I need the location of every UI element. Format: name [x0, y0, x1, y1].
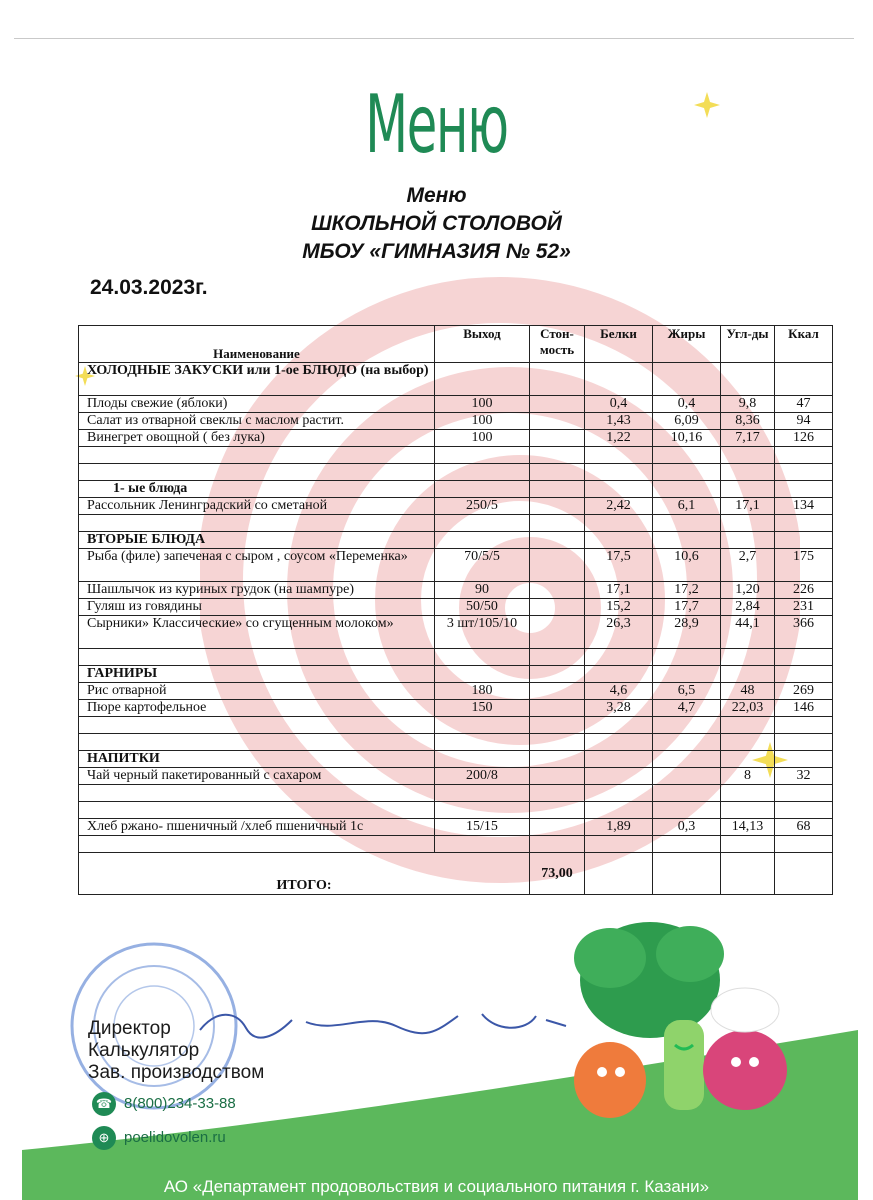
cell-kcal [775, 649, 833, 666]
cell-output: 100 [435, 413, 530, 430]
cell-name: Шашлычок из куриных грудок (на шампуре) [79, 582, 435, 599]
cell-fat: 6,09 [653, 413, 721, 430]
table-row [79, 683, 833, 700]
cell-fat [653, 802, 721, 819]
cell-name: Чай черный пакетированный с сахаром [79, 768, 435, 785]
cell-output: 200/8 [435, 768, 530, 785]
cell-protein [585, 515, 653, 532]
header-line-2: ШКОЛЬНОЙ СТОЛОВОЙ [311, 212, 562, 235]
cell-cost [530, 532, 585, 549]
table-row [79, 768, 833, 785]
cell-cost [530, 751, 585, 768]
cell-output: 50/50 [435, 599, 530, 616]
cell-kcal [775, 836, 833, 853]
cell-kcal [775, 464, 833, 481]
table-row [79, 649, 833, 666]
cell-cost [530, 836, 585, 853]
cell-name [79, 515, 435, 532]
cell-carbs [721, 785, 775, 802]
table-row [79, 549, 833, 582]
cell-protein: 4,6 [585, 683, 653, 700]
table-row [79, 582, 833, 599]
cell-cost [530, 396, 585, 413]
table-row [79, 599, 833, 616]
cell-protein: 3,28 [585, 700, 653, 717]
cell-cost [530, 819, 585, 836]
cell-protein [585, 768, 653, 785]
cell-output: 15/15 [435, 819, 530, 836]
cell-kcal: 68 [775, 819, 833, 836]
cell-cost [530, 464, 585, 481]
table-row [79, 666, 833, 683]
cell-cost [530, 649, 585, 666]
cell-carbs [721, 532, 775, 549]
cell-protein: 15,2 [585, 599, 653, 616]
table-row [79, 363, 833, 396]
table-row [79, 430, 833, 447]
total-cost: 73,00 [530, 853, 585, 895]
cell-kcal: 366 [775, 616, 833, 649]
cell-protein [585, 802, 653, 819]
cell-carbs [721, 649, 775, 666]
cell-fat: 0,3 [653, 819, 721, 836]
cell-fat [653, 734, 721, 751]
table-row [79, 734, 833, 751]
total-label: ИТОГО: [79, 853, 530, 895]
cell-protein [585, 532, 653, 549]
cell-fat [653, 447, 721, 464]
cell-name [79, 734, 435, 751]
cell-cost [530, 734, 585, 751]
cell-kcal: 146 [775, 700, 833, 717]
cell-carbs [721, 515, 775, 532]
cell-output [435, 532, 530, 549]
cell-cost [530, 666, 585, 683]
cell-cost [530, 599, 585, 616]
cell-name: Хлеб ржано- пшеничный /хлеб пшеничный 1с [79, 819, 435, 836]
signature-director: Директор [88, 1018, 171, 1039]
cell-cost [530, 413, 585, 430]
cell-output [435, 464, 530, 481]
cell-fat: 6,5 [653, 683, 721, 700]
contact-phone[interactable] [92, 1092, 236, 1116]
cell-name: ГАРНИРЫ [79, 666, 435, 683]
cell-kcal: 231 [775, 599, 833, 616]
header-protein: Белки [585, 326, 653, 363]
header-carbs: Угл-ды [721, 326, 775, 363]
cell-protein: 1,89 [585, 819, 653, 836]
cell-carbs: 2,7 [721, 549, 775, 582]
cell-protein [585, 481, 653, 498]
cell-fat [653, 666, 721, 683]
cell-name [79, 649, 435, 666]
cell-fat [653, 717, 721, 734]
table-row [79, 413, 833, 430]
cell-carbs: 48 [721, 683, 775, 700]
cell-cost [530, 430, 585, 447]
table-row [79, 819, 833, 836]
table-row [79, 515, 833, 532]
cell-protein: 1,22 [585, 430, 653, 447]
footer-organization: АО «Департамент продовольствия и социального питания г. Казани» [163, 1177, 710, 1196]
cell-name: Пюре картофельное [79, 700, 435, 717]
table-row [79, 396, 833, 413]
cell-fat [653, 785, 721, 802]
cell-fat [653, 836, 721, 853]
cell-fat: 4,7 [653, 700, 721, 717]
cell-kcal [775, 515, 833, 532]
menu-date: 24.03.2023г. [90, 276, 208, 299]
cell-output: 90 [435, 582, 530, 599]
cell-name [79, 717, 435, 734]
cell-fat: 0,4 [653, 396, 721, 413]
cell-kcal [775, 481, 833, 498]
cell-kcal [775, 532, 833, 549]
cell-kcal [775, 363, 833, 396]
table-row [79, 751, 833, 768]
cell-kcal [775, 717, 833, 734]
cell-protein: 0,4 [585, 396, 653, 413]
cell-cost [530, 717, 585, 734]
menu-table-body [79, 363, 833, 853]
cell-carbs: 7,17 [721, 430, 775, 447]
cell-cost [530, 700, 585, 717]
table-row [79, 700, 833, 717]
cell-output [435, 802, 530, 819]
table-header-row [79, 326, 833, 363]
cell-kcal [775, 447, 833, 464]
cell-carbs: 8 [721, 768, 775, 785]
cell-cost [530, 481, 585, 498]
menu-table [78, 325, 833, 895]
cell-carbs: 14,13 [721, 819, 775, 836]
cell-protein [585, 363, 653, 396]
cell-cost [530, 549, 585, 582]
cell-kcal [775, 734, 833, 751]
cell-protein [585, 649, 653, 666]
table-row [79, 802, 833, 819]
cell-output [435, 666, 530, 683]
cell-protein [585, 666, 653, 683]
total-empty [585, 853, 653, 895]
cell-output [435, 515, 530, 532]
phone-text: 8(800)234-33-88 [124, 1094, 236, 1112]
cell-fat [653, 481, 721, 498]
cell-kcal: 94 [775, 413, 833, 430]
cell-carbs [721, 363, 775, 396]
cell-carbs: 8,36 [721, 413, 775, 430]
cell-name [79, 464, 435, 481]
cell-fat: 10,16 [653, 430, 721, 447]
cell-protein: 26,3 [585, 616, 653, 649]
cell-protein [585, 785, 653, 802]
cell-protein: 1,43 [585, 413, 653, 430]
cell-fat [653, 515, 721, 532]
phone-icon: ☎ [92, 1092, 116, 1116]
handwritten-signature [196, 1002, 576, 1046]
cell-carbs [721, 447, 775, 464]
total-empty [653, 853, 721, 895]
total-empty [721, 853, 775, 895]
cell-protein: 2,42 [585, 498, 653, 515]
cell-name: Плоды свежие (яблоки) [79, 396, 435, 413]
menu-logo-title: Меню [365, 78, 508, 171]
cell-cost [530, 683, 585, 700]
site-text: poelidovolen.ru [124, 1128, 226, 1146]
cell-carbs [721, 666, 775, 683]
cell-fat: 10,6 [653, 549, 721, 582]
cell-output: 150 [435, 700, 530, 717]
cell-protein: 17,1 [585, 582, 653, 599]
cell-output: 250/5 [435, 498, 530, 515]
cell-cost [530, 768, 585, 785]
cell-name [79, 785, 435, 802]
cell-name: Рассольник Ленинградский со сметаной [79, 498, 435, 515]
vegetable-mascots-illustration [540, 910, 840, 1160]
cell-fat [653, 532, 721, 549]
cell-fat: 28,9 [653, 616, 721, 649]
cell-name: Рис отварной [79, 683, 435, 700]
header-output: Выход [435, 326, 530, 363]
cell-protein: 17,5 [585, 549, 653, 582]
cell-carbs [721, 734, 775, 751]
cell-fat [653, 768, 721, 785]
cell-cost [530, 498, 585, 515]
cell-fat: 17,7 [653, 599, 721, 616]
cell-protein [585, 751, 653, 768]
cell-carbs: 2,84 [721, 599, 775, 616]
cell-cost [530, 363, 585, 396]
cell-cost [530, 447, 585, 464]
cell-fat [653, 464, 721, 481]
cell-carbs [721, 751, 775, 768]
cell-output [435, 785, 530, 802]
cell-output: 100 [435, 430, 530, 447]
cell-kcal [775, 785, 833, 802]
cell-kcal: 32 [775, 768, 833, 785]
cell-name: Винегрет овощной ( без лука) [79, 430, 435, 447]
cell-carbs [721, 464, 775, 481]
cell-kcal [775, 666, 833, 683]
cell-output [435, 363, 530, 396]
cell-kcal [775, 802, 833, 819]
cell-carbs [721, 481, 775, 498]
header-cost: Стон-мость [530, 326, 585, 363]
cell-name [79, 802, 435, 819]
cell-kcal: 126 [775, 430, 833, 447]
table-row [79, 717, 833, 734]
cell-carbs [721, 802, 775, 819]
header-kcal: Ккал [775, 326, 833, 363]
table-row [79, 616, 833, 649]
cell-cost [530, 785, 585, 802]
cell-carbs: 17,1 [721, 498, 775, 515]
cell-name: ХОЛОДНЫЕ ЗАКУСКИ или 1-ое БЛЮДО (на выбор) [79, 363, 435, 396]
cell-name [79, 836, 435, 853]
cell-carbs [721, 836, 775, 853]
cell-carbs: 1,20 [721, 582, 775, 599]
cell-output: 100 [435, 396, 530, 413]
header-line-1: Меню [406, 184, 467, 207]
globe-icon: ⊕ [92, 1126, 116, 1150]
cell-fat [653, 363, 721, 396]
table-row [79, 532, 833, 549]
cell-output [435, 751, 530, 768]
contact-site[interactable] [92, 1126, 226, 1150]
cell-output [435, 649, 530, 666]
table-row [79, 836, 833, 853]
cell-kcal [775, 751, 833, 768]
cell-output [435, 717, 530, 734]
cell-name: НАПИТКИ [79, 751, 435, 768]
cell-cost [530, 515, 585, 532]
cell-cost [530, 802, 585, 819]
header-name: Наименование [79, 326, 435, 363]
cell-name: Рыба (филе) запеченая с сыром , соусом «Переменка» [79, 549, 435, 582]
cell-output: 180 [435, 683, 530, 700]
top-rule [14, 38, 854, 39]
total-row [79, 853, 833, 895]
table-row [79, 498, 833, 515]
cell-name: ВТОРЫЕ БЛЮДА [79, 532, 435, 549]
cell-carbs [721, 717, 775, 734]
cell-protein [585, 836, 653, 853]
total-empty [775, 853, 833, 895]
table-row [79, 447, 833, 464]
cell-cost [530, 616, 585, 649]
header-fat: Жиры [653, 326, 721, 363]
cell-name: Салат из отварной свеклы с маслом растит. [79, 413, 435, 430]
table-row [79, 464, 833, 481]
cell-protein [585, 464, 653, 481]
cell-kcal: 269 [775, 683, 833, 700]
cell-name: Гуляш из говядины [79, 599, 435, 616]
cell-carbs: 44,1 [721, 616, 775, 649]
signature-calculator: Калькулятор [88, 1040, 200, 1061]
cell-output [435, 481, 530, 498]
cell-protein [585, 717, 653, 734]
cell-kcal: 47 [775, 396, 833, 413]
cell-output [435, 734, 530, 751]
cell-output [435, 836, 530, 853]
cell-output [435, 447, 530, 464]
cell-output: 3 шт/105/10 [435, 616, 530, 649]
cell-kcal: 175 [775, 549, 833, 582]
cell-output: 70/5/5 [435, 549, 530, 582]
signature-production: Зав. производством [88, 1062, 265, 1083]
table-row [79, 785, 833, 802]
header-line-3: МБОУ «ГИМНАЗИЯ № 52» [302, 240, 571, 263]
cell-protein [585, 447, 653, 464]
cell-carbs: 9,8 [721, 396, 775, 413]
cell-name: Сырники» Классические» со сгущенным молоком» [79, 616, 435, 649]
cell-name: 1- ые блюда [79, 481, 435, 498]
table-row [79, 481, 833, 498]
cell-fat: 6,1 [653, 498, 721, 515]
cell-kcal: 134 [775, 498, 833, 515]
cell-cost [530, 582, 585, 599]
cell-protein [585, 734, 653, 751]
cell-name [79, 447, 435, 464]
cell-carbs: 22,03 [721, 700, 775, 717]
cell-fat [653, 751, 721, 768]
cell-kcal: 226 [775, 582, 833, 599]
cell-fat [653, 649, 721, 666]
cell-fat: 17,2 [653, 582, 721, 599]
